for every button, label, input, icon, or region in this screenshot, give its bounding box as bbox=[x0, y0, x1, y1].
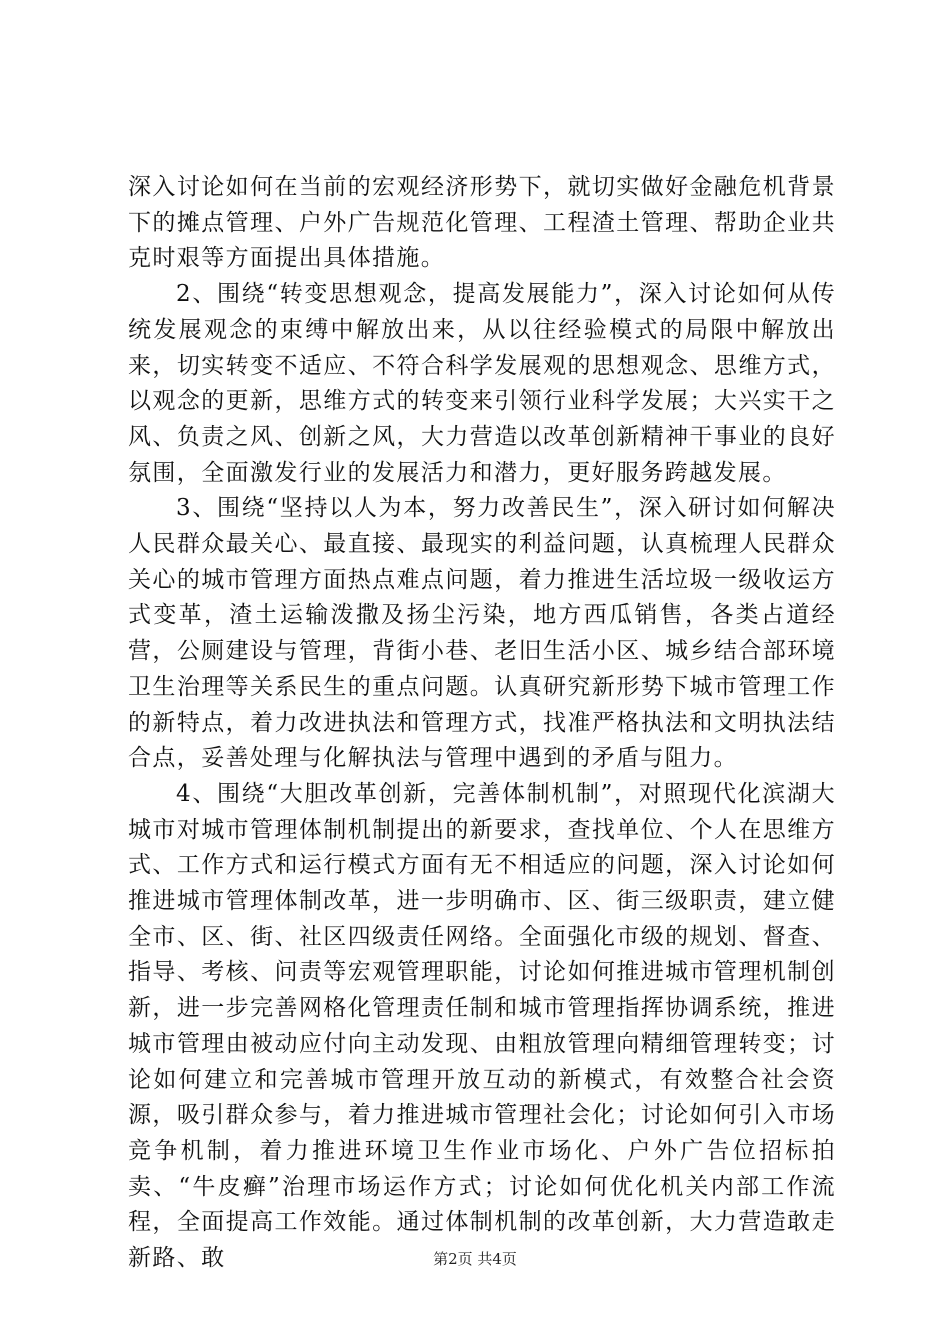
page-footer: 第2页 共4页 bbox=[433, 1250, 517, 1268]
paragraph-item-2: 2、围绕“转变思想观念，提高发展能力”，深入讨论如何从传统发展观念的束缚中解放出来，从以往经验模式的局限中解放出来，切实转变不适应、不符合科学发展观的思想观念、思维方式，以观念的更新，思维方式的转变来引领行业科学发展；大兴实干之风、负责之风、创新之风，大力营造以改革创新精神干事业的良好氛围，全面激发行业的发展活力和潜力，更好服务跨越发展。 bbox=[128, 281, 836, 486]
paragraph-continuation: 深入讨论如何在当前的宏观经济形势下，就切实做好金融危机背景下的摊点管理、户外广告规范化管理、工程渣土管理、帮助企业共克时艰等方面提出具体措施。 bbox=[128, 174, 836, 272]
paragraph-item-3: 3、围绕“坚持以人为本，努力改善民生”，深入研讨如何解决人民群众最关心、最直接、最现实的利益问题，认真梳理人民群众关心的城市管理方面热点难点问题，着力推进生活垃圾一级收运方式变革，渣土运输泼撒及扬尘污染，地方西瓜销售，各类占道经营，公厕建设与管理，背街小巷、老旧生活小区、城乡结合部环境卫生治理等关系民生的重点问题。认真研究新形势下城市管理工作的新特点，着力改进执法和管理方式，找准严格执法和文明执法结合点，妥善处理与化解执法与管理中遇到的矛盾与阻力。 bbox=[128, 495, 836, 772]
paragraph-item-4: 4、围绕“大胆改革创新，完善体制机制”，对照现代化滨湖大城市对城市管理体制机制提出的新要求，查找单位、个人在思维方式、工作方式和运行模式方面有无不相适应的问题，深入讨论如何推进城市管理体制改革，进一步明确市、区、街三级职责，建立健全市、区、街、社区四级责任网络。全面强化市级的规划、督查、指导、考核、问责等宏观管理职能，讨论如何推进城市管理机制创新，进一步完善网格化管理责任制和城市管理指挥协调系统，推进城市管理由被动应付向主动发现、由粗放管理向精细管理转变；讨论如何建立和完善城市管理开放互动的新模式，有效整合社会资源，吸引群众参与，着力推进城市管理社会化；讨论如何引入市场竞争机制，着力推进环境卫生作业市场化、户外广告位招标拍卖、“牛皮癣”治理市场运作方式；讨论如何优化机关内部工作流程，全面提高工作效能。通过体制机制的改革创新，大力营造敢走新路、敢 bbox=[128, 780, 836, 1272]
document-body bbox=[128, 170, 836, 1277]
